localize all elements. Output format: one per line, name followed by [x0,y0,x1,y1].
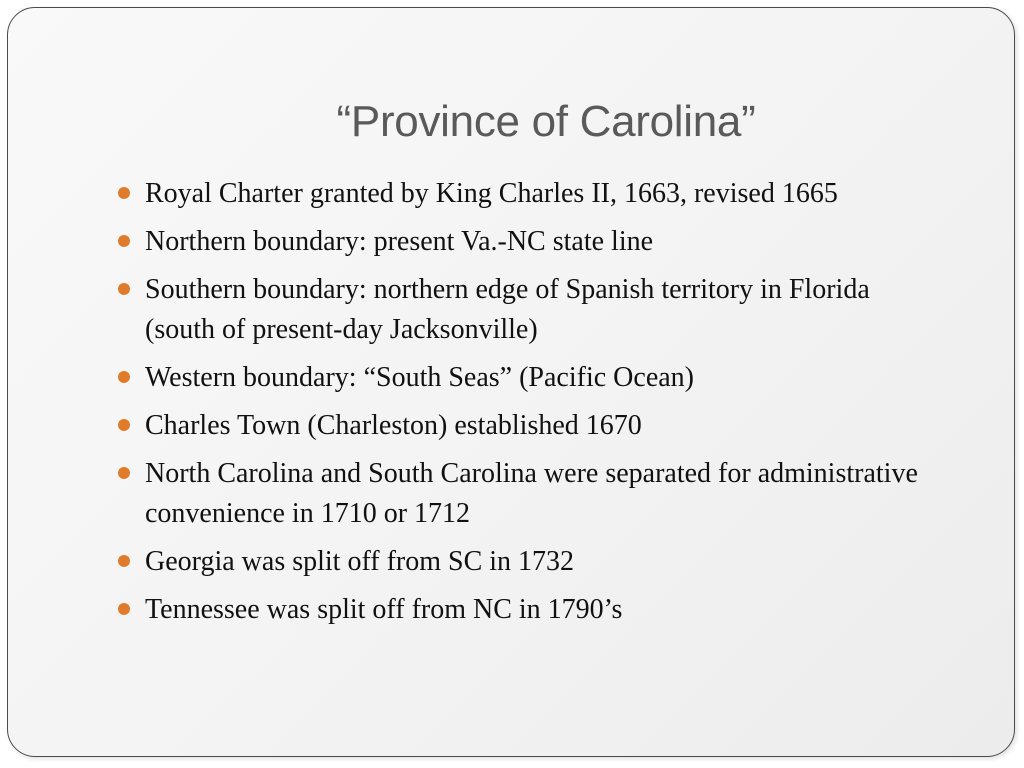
bullet-dot-icon [118,603,130,615]
list-item [118,454,918,534]
bullet-text: Western boundary: “South Seas” (Pacific Ocean) [145,362,694,393]
list-item [118,358,918,398]
list-item [118,174,918,214]
slide-title: “Province of Carolina” [336,97,756,146]
bullet-text: North Carolina and South Carolina were separated for administrative convenience in 1710 or 1712 [145,458,918,529]
bullet-dot-icon [118,235,130,247]
bullet-dot-icon [118,187,130,199]
list-item [118,222,918,262]
bullet-text: Charles Town (Charleston) established 1670 [145,410,642,441]
bullet-dot-icon [118,371,130,383]
bullet-dot-icon [118,419,130,431]
bullet-dot-icon [118,467,130,479]
bullet-list [118,174,918,638]
list-item [118,406,918,446]
bullet-text: Royal Charter granted by King Charles II, 1663, revised 1665 [145,178,838,209]
list-item [118,590,918,630]
slide-frame [7,7,1015,757]
bullet-text: Southern boundary: northern edge of Spanish territory in Florida (south of present-day Jacksonville) [145,274,870,345]
bullet-text: Tennessee was split off from NC in 1790’s [145,594,623,625]
list-item [118,270,918,350]
bullet-text: Georgia was split off from SC in 1732 [145,546,575,577]
list-item [118,542,918,582]
bullet-dot-icon [118,283,130,295]
bullet-text: Northern boundary: present Va.-NC state line [145,226,654,257]
bullet-dot-icon [118,555,130,567]
